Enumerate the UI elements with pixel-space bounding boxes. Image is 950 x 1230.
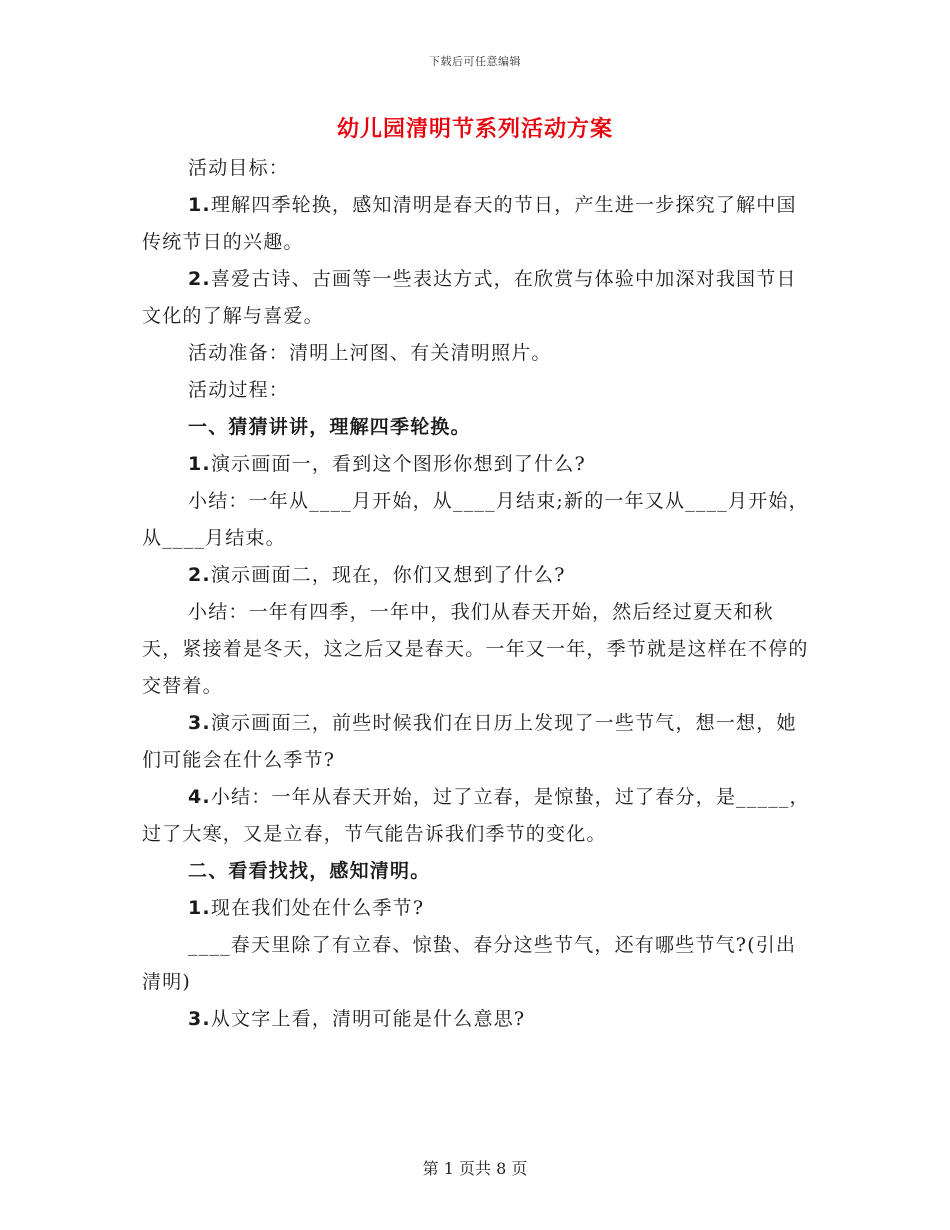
- step-1-1-text: 演示画面一，看到这个图形你想到了什么?: [210, 453, 586, 475]
- page-footer: 第 1 页共 8 页: [422, 1159, 528, 1178]
- goal-item-2-number: 2.: [188, 268, 211, 290]
- step-1-1-number: 1.: [188, 453, 211, 475]
- goal-item-1-number: 1.: [188, 194, 211, 216]
- document-body: [142, 150, 810, 1038]
- section-label-goals: 活动目标：: [188, 157, 290, 179]
- summary-paragraph-2: 小结：一年有四季，一年中，我们从春天开始，然后经过夏天和秋天，紧接着是冬天，这之后又是春天。一年又一年，季节就是这样在不停的交替着。: [142, 601, 809, 697]
- step-1-2-number: 2.: [188, 564, 211, 586]
- section-label-process: 活动过程：: [188, 379, 290, 401]
- step-1-4-text: 小结：一年从春天开始，过了立春，是惊蛰，过了春分，是_____，过了大寒，又是立春，节气能告诉我们季节的变化。: [142, 786, 810, 845]
- step-2-3-number: 3.: [188, 1008, 211, 1030]
- step-1-3-number: 3.: [188, 712, 211, 734]
- step-1-4-number: 4.: [188, 786, 211, 808]
- page-header: 下载后可任意编辑: [429, 55, 521, 68]
- step-1-2-text: 演示画面二，现在，你们又想到了什么?: [210, 564, 566, 586]
- goal-item-2: [142, 261, 810, 335]
- goal-item-2-text: 喜爱古诗、古画等一些表达方式，在欣赏与体验中加深对我国节日文化的了解与喜爱。: [142, 268, 797, 327]
- step-2-3-text: 从文字上看，清明可能是什么意思?: [210, 1008, 526, 1030]
- step-1-1: [142, 446, 810, 483]
- section-heading-2: 二、看看找找，感知清明。: [188, 860, 431, 882]
- step-1-4: [142, 779, 810, 853]
- step-1-3: [142, 705, 810, 779]
- step-2-1-text: 现在我们处在什么季节?: [210, 897, 425, 919]
- step-2-3: [142, 1001, 810, 1038]
- step-1-2: [142, 557, 810, 594]
- preparation-paragraph: 活动准备：清明上河图、有关清明照片。: [188, 342, 552, 364]
- step-2-2: ____春天里除了有立春、惊蛰、春分这些节气，还有哪些节气?(引出清明): [142, 934, 797, 993]
- goal-item-1: [142, 187, 810, 261]
- step-2-1-number: 1.: [188, 897, 211, 919]
- section-heading-1: 一、猜猜讲讲，理解四季轮换。: [188, 416, 471, 438]
- document-title: 幼儿园清明节系列活动方案: [336, 116, 613, 142]
- goal-item-1-text: 理解四季轮换，感知清明是春天的节日，产生进一步探究了解中国传统节日的兴趣。: [142, 194, 797, 253]
- summary-paragraph-1: 小结：一年从____月开始，从____月结束;新的一年又从____月开始，从____月结束。: [142, 490, 809, 549]
- step-1-3-text: 演示画面三，前些时候我们在日历上发现了一些节气，想一想，她们可能会在什么季节?: [142, 712, 797, 771]
- step-2-1: [142, 890, 810, 927]
